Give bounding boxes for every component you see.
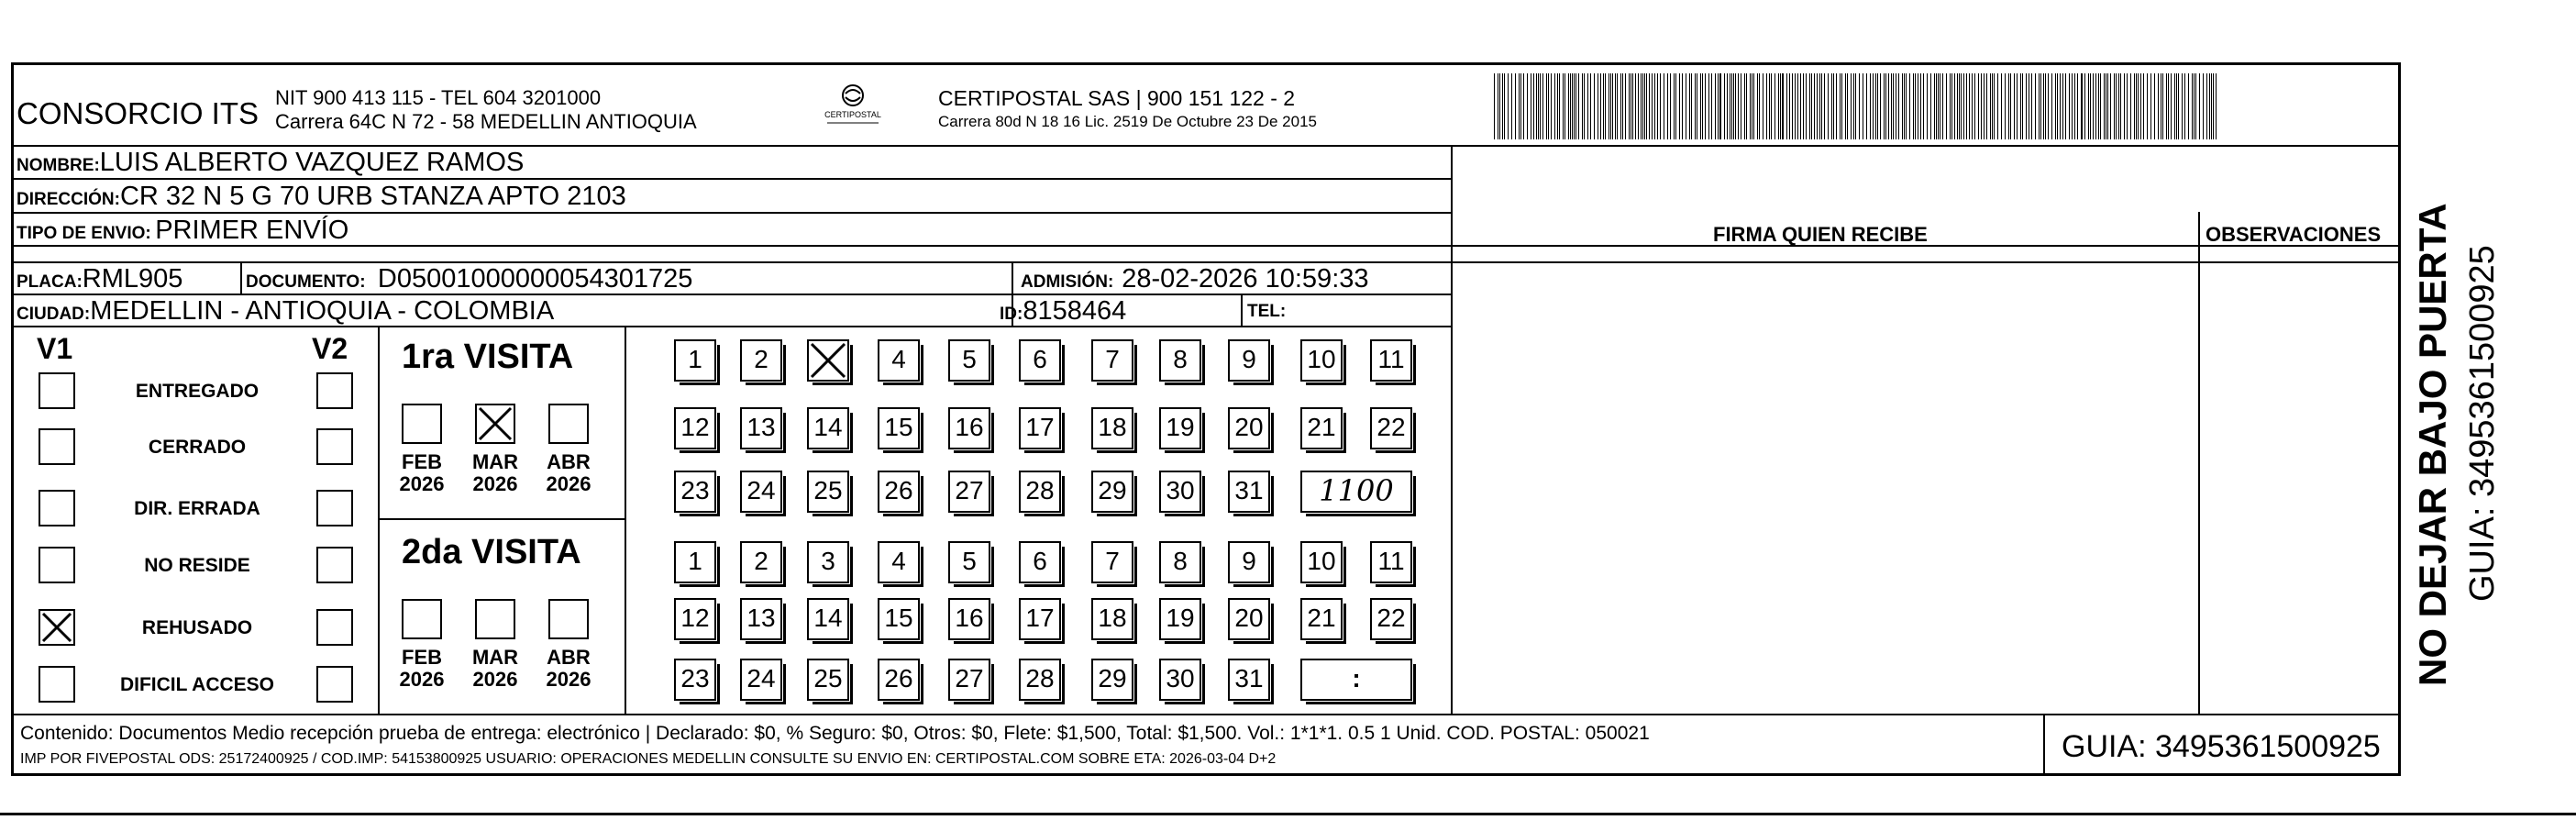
visit2-day-box[interactable] [807,598,849,640]
day-number: 19 [1166,413,1195,441]
day-number: 30 [1166,476,1195,504]
visit1-day-box[interactable] [1159,471,1201,513]
visit2-day-box[interactable] [1370,541,1412,583]
visit1-day-box[interactable] [674,471,716,513]
day-number: 14 [813,604,843,632]
visit2-day-box[interactable] [1091,659,1133,701]
visit1-title: 1ra VISITA [402,338,574,376]
ciudad-row: CIUDAD:MEDELLIN - ANTIOQUIA - COLOMBIA [17,296,555,326]
nombre-row: NOMBRE:LUIS ALBERTO VAZQUEZ RAMOS [17,148,525,177]
status-label: NO RESIDE [144,555,250,576]
firma-header: FIRMA QUIEN RECIBE [1713,223,1928,246]
day-number: 11 [1377,345,1405,373]
visit1-day-box[interactable] [674,407,716,449]
visit2-day-box[interactable] [1019,598,1061,640]
visit1-day-box[interactable] [740,471,782,513]
day-number: 31 [1234,476,1264,504]
day-number: 1 [688,345,702,373]
observaciones-header: OBSERVACIONES [2206,223,2382,246]
visit2-month-name: ABR [547,646,591,669]
v1-checkbox-1[interactable] [39,428,75,465]
status-label: DIR. ERRADA [134,498,260,519]
day-number: 10 [1307,345,1336,373]
day-number: 23 [680,664,710,693]
day-number: 2 [754,345,768,373]
visit1-day-box[interactable] [878,407,920,449]
visit1-day-box[interactable] [674,339,716,382]
day-number: 28 [1025,664,1055,693]
visit2-day-box[interactable] [1159,541,1201,583]
direccion-value: CR 32 N 5 G 70 URB STANZA APTO 2103 [119,182,626,211]
id-value: 8158464 [1023,296,1127,326]
day-number: 8 [1173,345,1188,373]
visit1-day-box[interactable] [1159,407,1201,449]
placa-value: RML905 [82,264,183,294]
carrier-name: CERTIPOSTAL SAS | 900 151 122 - 2 [938,86,1296,110]
visit2-day-box[interactable] [1091,598,1133,640]
visit1-day-box[interactable] [1228,407,1270,449]
visit2-day-box[interactable] [948,659,990,701]
visit1-day-box[interactable] [1019,471,1061,513]
visit2-month-name: FEB [402,646,442,669]
day-number: 27 [955,664,984,693]
visit1-day-box[interactable] [1019,339,1061,382]
documento-row: DOCUMENTO: D05001000000054301725 [246,264,693,294]
day-number: 3 [821,547,835,575]
visit1-day-box[interactable] [1091,471,1133,513]
day-number: 29 [1098,476,1127,504]
admision-value: 28-02-2026 10:59:33 [1122,264,1369,294]
visit1-day-box[interactable] [948,339,990,382]
visit1-month-year: 2026 [399,472,445,495]
visit2-day-box[interactable] [1019,541,1061,583]
visit2-day-box[interactable] [1159,598,1201,640]
visit2-day-box[interactable] [948,541,990,583]
day-number: 4 [891,547,906,575]
day-number: 28 [1025,476,1055,504]
visit1-day-box[interactable] [807,339,849,382]
visit1-day-box[interactable] [878,471,920,513]
status-label: REHUSADO [141,617,253,638]
visit2-time-box[interactable] [1300,659,1412,701]
visit1-month-name: FEB [402,450,442,473]
v2-checkbox-5[interactable] [316,666,353,703]
visit2-day-box[interactable] [740,541,782,583]
visit2-day-box[interactable] [878,541,920,583]
day-number: 13 [746,413,776,441]
sender-name: CONSORCIO ITS [17,96,260,130]
day-number: 16 [955,604,984,632]
v2-checkbox-0[interactable] [316,372,353,409]
day-number: 11 [1377,547,1405,575]
v2-checkbox-4[interactable] [316,609,353,646]
visit2-day-box[interactable] [1300,541,1343,583]
id-row: ID:8158464 [1000,296,1127,326]
sender-nit: NIT 900 413 115 - TEL 604 3201000 [275,86,602,109]
day-number: 16 [955,413,984,441]
day-number: 23 [680,476,710,504]
status-label: ENTREGADO [135,381,260,402]
visit1-day-box[interactable] [1300,407,1343,449]
visit1-month-checkbox-2[interactable] [548,404,589,444]
day-number: 24 [746,664,776,693]
visit1-day-box[interactable] [878,339,920,382]
visit2-title: 2da VISITA [402,533,581,571]
day-number: 29 [1098,664,1127,693]
day-number: 7 [1105,547,1120,575]
v2-checkbox-3[interactable] [316,547,353,583]
day-number: 27 [955,476,984,504]
visit1-day-box[interactable] [1091,407,1133,449]
svg-text:CERTIPOSTAL: CERTIPOSTAL [824,110,881,119]
visit1-day-box[interactable] [1300,339,1343,382]
visit2-day-box[interactable] [1019,659,1061,701]
day-number: 21 [1307,604,1336,632]
v1-checkbox-4[interactable] [39,609,75,646]
visit1-month-checkbox-1[interactable] [475,404,515,444]
day-number: 26 [884,664,913,693]
footer-print-info: IMP POR FIVEPOSTAL ODS: 25172400925 / COD.IMP: 54153800925 USUARIO: OPERACIONES MEDELLIN CONSULTE SU ENVIO EN: CERTIPOSTAL.COM SOBRE ETA: 2026-03-04 D+2 [20,751,1277,767]
visit1-day-box[interactable] [1159,339,1201,382]
day-number: 7 [1105,345,1120,373]
day-number: 19 [1166,604,1195,632]
admision-row: ADMISIÓN: 28-02-2026 10:59:33 [1021,264,1369,294]
direccion-row: DIRECCIÓN:CR 32 N 5 G 70 URB STANZA APTO 2103 [17,182,626,211]
visit2-day-box[interactable] [674,541,716,583]
day-number: 26 [884,476,913,504]
side-guia: GUIA: 3495361500925 [2463,245,2502,602]
day-number: 13 [746,604,776,632]
visit2-day-box[interactable] [807,659,849,701]
v1-checkbox-5[interactable] [39,666,75,703]
visit2-day-box[interactable] [1228,598,1270,640]
tipo-envio-value: PRIMER ENVÍO [155,216,349,245]
v2-checkbox-1[interactable] [316,428,353,465]
day-number: 17 [1025,413,1055,441]
day-number: 18 [1098,604,1127,632]
day-number: 18 [1098,413,1127,441]
documento-value: D05001000000054301725 [377,264,693,294]
day-number: 25 [813,476,843,504]
visit2-month-year: 2026 [399,668,445,691]
tipo-envio-row: TIPO DE ENVIO: PRIMER ENVÍO [17,216,349,245]
visit2-month-checkbox-0[interactable] [402,599,442,639]
footer-contents: Contenido: Documentos Medio recepción prueba de entrega: electrónico | Declarado: $0, % Seguro: $0, Otros: $0, Flete: $1,500, Total: $1,500. Vol.: 1*1*1. 0.5 1 Unid. COD. POSTAL: 050021 [20,723,1650,744]
visit1-day-box[interactable] [1019,407,1061,449]
visit2-day-box[interactable] [878,598,920,640]
visit1-day-box[interactable] [1228,471,1270,513]
visit1-day-box[interactable] [1228,339,1270,382]
visit2-day-box[interactable] [674,659,716,701]
visit1-month-year: 2026 [546,472,591,495]
visit2-month-year: 2026 [472,668,518,691]
day-number: 21 [1307,413,1336,441]
sender-address: Carrera 64C N 72 - 58 MEDELLIN ANTIOQUIA [275,110,697,133]
visit2-day-box[interactable] [740,598,782,640]
visit2-day-box[interactable] [1091,541,1133,583]
day-number: 15 [884,604,913,632]
day-number: 12 [680,604,710,632]
nombre-value: LUIS ALBERTO VAZQUEZ RAMOS [99,148,525,177]
footer-guia: GUIA: 3495361500925 [2062,729,2381,764]
v2-checkbox-2[interactable] [316,490,353,526]
visit2-day-box[interactable] [1228,541,1270,583]
certipostal-logo [814,83,891,128]
visit1-month-checkbox-0[interactable] [402,404,442,444]
day-number: 10 [1307,547,1336,575]
visit1-day-box[interactable] [1370,339,1412,382]
ciudad-value: MEDELLIN - ANTIOQUIA - COLOMBIA [90,296,555,326]
visit2-month-name: MAR [471,646,519,669]
day-number: 4 [891,345,906,373]
placa-row: PLACA:RML905 [17,264,183,294]
day-number: 6 [1033,345,1047,373]
day-number: 24 [746,476,776,504]
day-number: 5 [962,345,977,373]
side-warning: NO DEJAR BAJO PUERTA [2411,203,2454,686]
day-number: 8 [1173,547,1188,575]
visit2-month-checkbox-2[interactable] [548,599,589,639]
day-number: 20 [1234,604,1264,632]
v1-checkbox-2[interactable] [39,490,75,526]
day-number: 1 [688,547,702,575]
v2-header: V2 [312,332,348,365]
visit2-month-checkbox-1[interactable] [475,599,515,639]
visit1-day-box[interactable] [1091,339,1133,382]
status-label: CERRADO [148,437,247,458]
day-number: 30 [1166,664,1195,693]
day-number: 15 [884,413,913,441]
v1-header: V1 [37,332,73,365]
day-number: 20 [1234,413,1264,441]
visit1-time-box[interactable] [1300,471,1412,513]
visit2-month-year: 2026 [546,668,591,691]
day-number: 9 [1242,345,1256,373]
day-number: 6 [1033,547,1047,575]
visit2-day-box[interactable] [1300,598,1343,640]
v1-checkbox-0[interactable] [39,372,75,409]
visit2-day-box[interactable] [807,541,849,583]
v1-checkbox-3[interactable] [39,547,75,583]
visit1-day-box[interactable] [948,407,990,449]
visit1-month-name: MAR [471,450,519,473]
day-number: 31 [1234,664,1264,693]
day-number: 22 [1376,413,1406,441]
status-label: DIFICIL ACCESO [119,674,274,695]
day-number: 14 [813,413,843,441]
visit1-month-name: ABR [547,450,591,473]
visit2-day-box[interactable] [1159,659,1201,701]
visit1-day-box[interactable] [740,407,782,449]
visit1-day-box[interactable] [807,471,849,513]
barcode [1492,73,2221,139]
visit1-day-box[interactable] [807,407,849,449]
visit2-day-box[interactable] [878,659,920,701]
day-number: 17 [1025,604,1055,632]
day-number: 9 [1242,547,1256,575]
handwritten-time: 1100 [1319,473,1394,508]
day-number: 25 [813,664,843,693]
visit2-day-box[interactable] [674,598,716,640]
visit1-day-box[interactable] [948,471,990,513]
visit2-day-box[interactable] [1228,659,1270,701]
time-placeholder: : [1352,664,1361,693]
visit1-day-box[interactable] [740,339,782,382]
visit1-day-box[interactable] [1370,407,1412,449]
visit2-day-box[interactable] [1370,598,1412,640]
tel-row: TEL: [1247,302,1287,321]
carrier-address: Carrera 80d N 18 16 Lic. 2519 De Octubre 23 De 2015 [938,113,1317,130]
day-number: 12 [680,413,710,441]
visit1-month-year: 2026 [472,472,518,495]
day-number: 22 [1376,604,1406,632]
visit2-day-box[interactable] [740,659,782,701]
day-number: 5 [962,547,977,575]
day-number: 2 [754,547,768,575]
visit2-day-box[interactable] [948,598,990,640]
